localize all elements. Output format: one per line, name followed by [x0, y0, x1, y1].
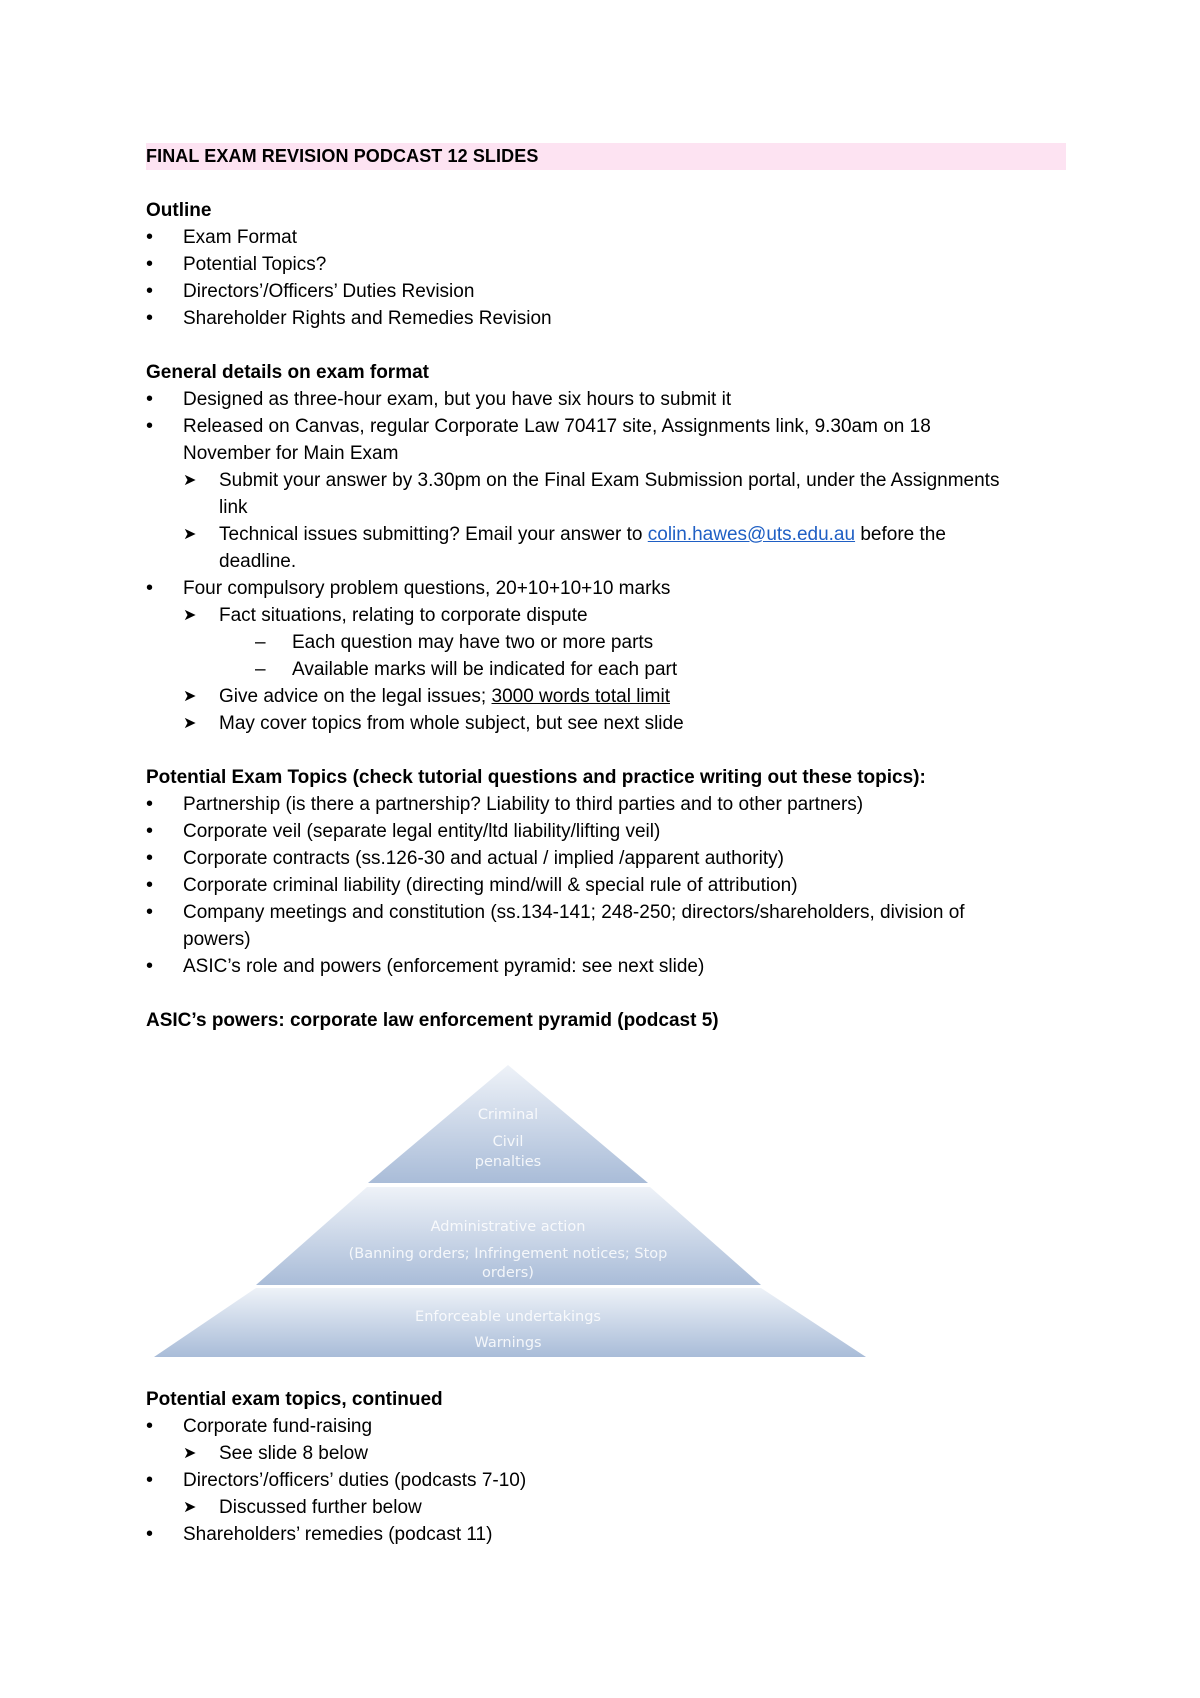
- sub-sub-list-item: [146, 629, 1066, 656]
- sub-list-item: [146, 710, 1066, 737]
- text-run: Technical issues submitting? Email your answer to: [219, 524, 648, 545]
- list-item: • Potential Topics?: [146, 251, 1066, 278]
- text-run: Give advice on the legal issues;: [219, 686, 492, 707]
- continued-section: [146, 1386, 1066, 1548]
- topics-heading: Potential Exam Topics (check tutorial questions and practice writing out these topics):: [146, 767, 926, 788]
- tier-label: Administrative action: [430, 1219, 586, 1235]
- list-item: • Directors’/officers’ duties (podcasts 7-10): [146, 1467, 1066, 1494]
- continued-heading: Potential exam topics, continued: [146, 1389, 443, 1410]
- list-item: • Corporate fund-raising: [146, 1413, 1066, 1440]
- list-item-line: powers): [183, 929, 251, 950]
- tier-label: Warnings: [474, 1335, 542, 1351]
- sub-sub-list-item: [146, 656, 1066, 683]
- list-item: • Exam Format: [146, 224, 1066, 251]
- list-item: [146, 899, 1066, 953]
- document-title: FINAL EXAM REVISION PODCAST 12 SLIDES: [146, 146, 539, 166]
- list-item: • Directors’/Officers’ Duties Revision: [146, 278, 1066, 305]
- text-run: before the: [855, 524, 946, 545]
- list-item-line: • Company meetings and constitution (ss.134-141; 248-250; directors/shareholders, division of: [183, 902, 965, 923]
- list-item: • Shareholders’ remedies (podcast 11): [146, 1521, 1066, 1548]
- list-item: • Designed as three-hour exam, but you have six hours to submit it: [146, 386, 1066, 413]
- arrowhead-icon: ➤: [183, 526, 197, 543]
- list-item-text: Discussed further below: [219, 1497, 422, 1518]
- list-item-text: See slide 8 below: [219, 1443, 368, 1464]
- list-item-text: Fact situations, relating to corporate dispute: [219, 605, 588, 626]
- arrowhead-icon: ➤: [183, 1445, 197, 1462]
- tier-label: Civil: [492, 1134, 524, 1150]
- dash-icon: –: [255, 659, 266, 680]
- sub-list-item: [146, 467, 1066, 521]
- sub-list-item: [146, 683, 1066, 710]
- list-item-line: deadline.: [219, 551, 297, 572]
- outline-list: [146, 224, 1066, 332]
- arrowhead-icon: ➤: [183, 607, 197, 624]
- list-item: • Corporate criminal liability (directing mind/will & special rule of attribution): [146, 872, 1066, 899]
- tier-label: penalties: [474, 1154, 542, 1170]
- sub-list-item: [146, 521, 1066, 575]
- arrowhead-icon: ➤: [183, 472, 197, 489]
- continued-list: [146, 1413, 1066, 1548]
- list-item: • Corporate veil (separate legal entity/ltd liability/lifting veil): [146, 818, 1066, 845]
- general-heading: General details on exam format: [146, 362, 429, 383]
- list-item: • Corporate contracts (ss.126-30 and actual / implied /apparent authority): [146, 845, 1066, 872]
- list-item-text: May cover topics from whole subject, but see next slide: [219, 713, 684, 734]
- list-item: • Four compulsory problem questions, 20+10+10+10 marks: [146, 575, 1066, 602]
- sub-list-item: [146, 602, 1066, 629]
- general-list: [146, 386, 1066, 737]
- email-link[interactable]: colin.hawes@uts.edu.au: [647, 524, 856, 545]
- tier-label: Criminal: [477, 1107, 539, 1123]
- underlined-text: 3000 words total limit: [491, 686, 670, 707]
- list-item-line: [219, 521, 1066, 548]
- list-item-line: • Released on Canvas, regular Corporate Law 70417 site, Assignments link, 9.30am on 18: [183, 416, 931, 437]
- list-item-line: link: [219, 497, 248, 518]
- enforcement-pyramid: [146, 1065, 866, 1365]
- topics-list: [146, 791, 1066, 980]
- arrowhead-icon: ➤: [183, 688, 197, 705]
- list-item-text: Each question may have two or more parts: [292, 632, 654, 653]
- list-item-line: Submit your answer by 3.30pm on the Final Exam Submission portal, under the Assignments: [219, 470, 1000, 491]
- sub-list-item: [146, 1440, 1066, 1467]
- list-item-text: Available marks will be indicated for each part: [292, 659, 678, 680]
- sub-list-item: [146, 1494, 1066, 1521]
- arrowhead-icon: ➤: [183, 1499, 197, 1516]
- list-item-line: November for Main Exam: [183, 443, 399, 464]
- list-item: • Shareholder Rights and Remedies Revision: [146, 305, 1066, 332]
- dash-icon: –: [255, 632, 266, 653]
- body-column: [146, 197, 1066, 1034]
- arrowhead-icon: ➤: [183, 715, 197, 732]
- outline-heading: Outline: [146, 200, 212, 221]
- list-item: [146, 413, 1066, 467]
- tier-label: (Banning orders; Infringement notices; Stop: [348, 1246, 668, 1262]
- pyramid-heading: ASIC’s powers: corporate law enforcement pyramid (podcast 5): [146, 1010, 719, 1031]
- tier-label: orders): [482, 1265, 534, 1281]
- tier-label: Enforceable undertakings: [415, 1309, 601, 1325]
- list-item: • Partnership (is there a partnership? Liability to third parties and to other partners): [146, 791, 1066, 818]
- list-item: • ASIC’s role and powers (enforcement pyramid: see next slide): [146, 953, 1066, 980]
